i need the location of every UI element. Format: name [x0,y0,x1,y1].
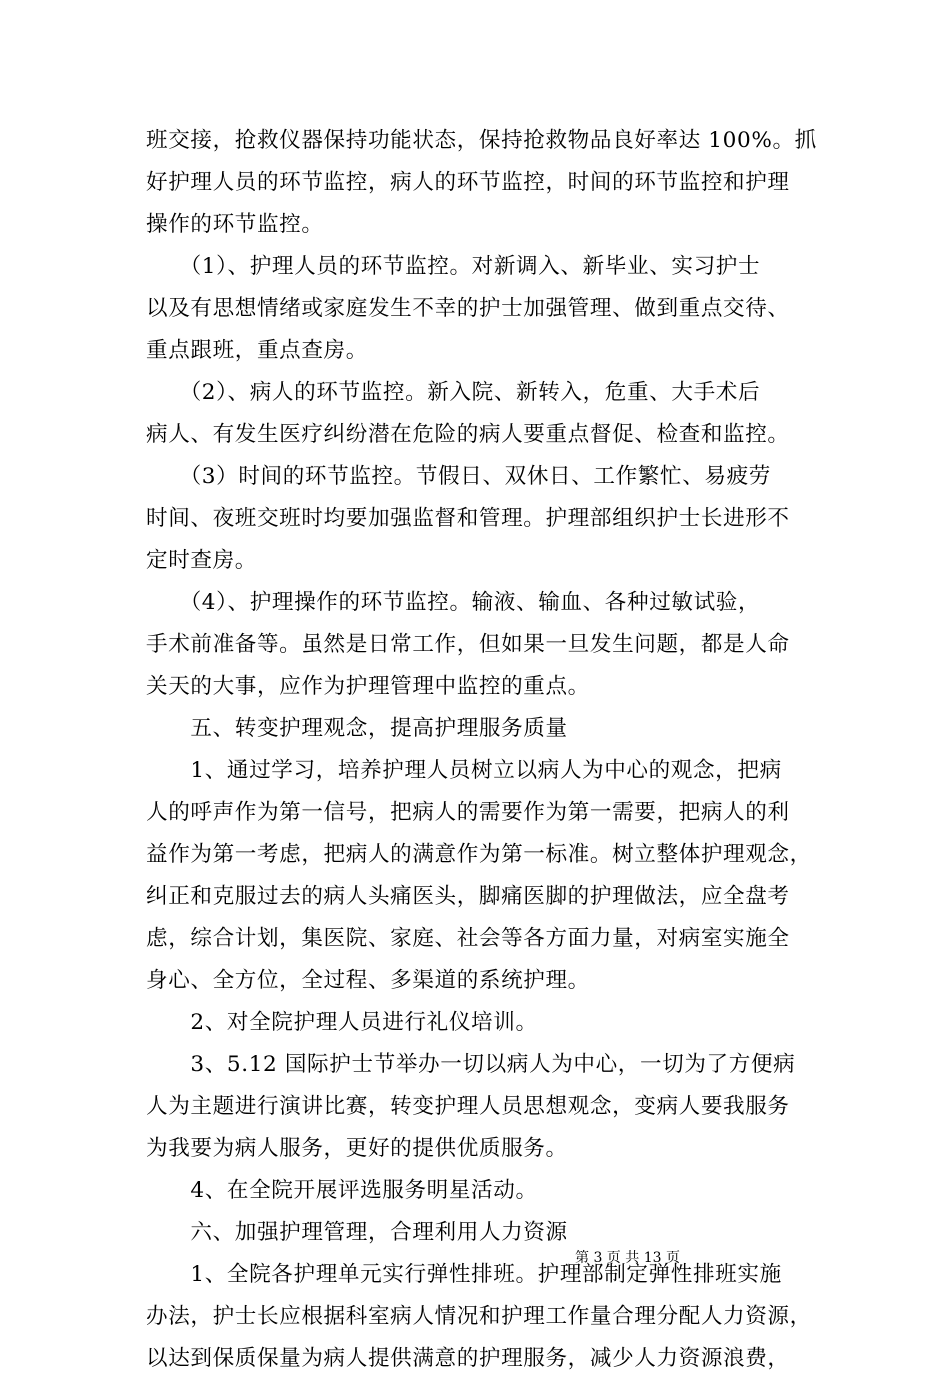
paragraph [146,456,822,582]
paragraph [146,1254,822,1380]
text-line: 好护理人员的环节监控，病人的环节监控，时间的环节监控和护理 [146,170,790,195]
text-line: 虑，综合计划，集医院、家庭、社会等各方面力量，对病室实施全 [146,926,790,951]
text-line: （4）、护理操作的环节监控。输液、输血、各种过敏试验， [146,590,761,615]
text-line: （3）时间的环节监控。节假日、双休日、工作繁忙、易疲劳 [146,464,771,489]
text-line: 班交接，抢救仪器保持功能状态，保持抢救物品良好率达 100%。抓 [146,128,817,153]
paragraph [146,750,822,1002]
text-line: 关天的大事，应作为护理管理中监控的重点。 [146,674,590,699]
text-line: 身心、全方位，全过程、多渠道的系统护理。 [146,968,590,993]
paragraph [146,120,822,246]
text-line: 操作的环节监控。 [146,212,324,237]
text-line: 时间、夜班交班时均要加强监督和管理。护理部组织护士长进形不 [146,506,790,531]
text-line: 五、转变护理观念，提高护理服务质量 [146,716,568,741]
text-line: 3、5.12 国际护士节举办一切以病人为中心，一切为了方便病 [146,1052,796,1077]
text-line: 定时查房。 [146,548,257,573]
paragraph [146,582,822,708]
text-line: 病人、有发生医疗纠纷潜在危险的病人要重点督促、检查和监控。 [146,422,790,447]
paragraph [146,1170,822,1212]
text-line: 1、全院各护理单元实行弹性排班。护理部制定弹性排班实施 [146,1262,782,1287]
text-line: 为我要为病人服务，更好的提供优质服务。 [146,1136,568,1161]
text-line: 以及有思想情绪或家庭发生不幸的护士加强管理、做到重点交待、 [146,296,790,321]
text-line: 以达到保质保量为病人提供满意的护理服务，减少人力资源浪费， [146,1346,790,1371]
text-line: 人的呼声作为第一信号，把病人的需要作为第一需要，把病人的利 [146,800,790,825]
text-line: 手术前准备等。虽然是日常工作，但如果一旦发生问题，都是人命 [146,632,790,657]
text-line: （2）、病人的环节监控。新入院、新转入，危重、大手术后 [146,380,761,405]
text-line: 办法，护士长应根据科室病人情况和护理工作量合理分配人力资源， [146,1304,812,1329]
text-line: 纠正和克服过去的病人头痛医头，脚痛医脚的护理做法，应全盘考 [146,884,790,909]
paragraph [146,246,822,372]
page-number: 第 3 页 共 13 页 [575,1250,680,1266]
text-line: 人为主题进行演讲比赛，转变护理人员思想观念，变病人要我服务 [146,1094,790,1119]
paragraph [146,1002,822,1044]
paragraph [146,708,822,750]
text-line: （1）、护理人员的环节监控。对新调入、新毕业、实习护士 [146,254,761,279]
text-line: 1、通过学习，培养护理人员树立以病人为中心的观念，把病 [146,758,782,783]
text-line: 六、加强护理管理，合理利用人力资源 [146,1220,568,1245]
paragraph [146,372,822,456]
page-footer [0,1247,950,1267]
text-line: 4、在全院开展评选服务明星活动。 [146,1178,538,1203]
text-line: 重点跟班，重点查房。 [146,338,368,363]
paragraph [146,1044,822,1170]
text-line: 益作为第一考虑，把病人的满意作为第一标准。树立整体护理观念， [146,842,812,867]
text-line: 2、对全院护理人员进行礼仪培训。 [146,1010,538,1035]
